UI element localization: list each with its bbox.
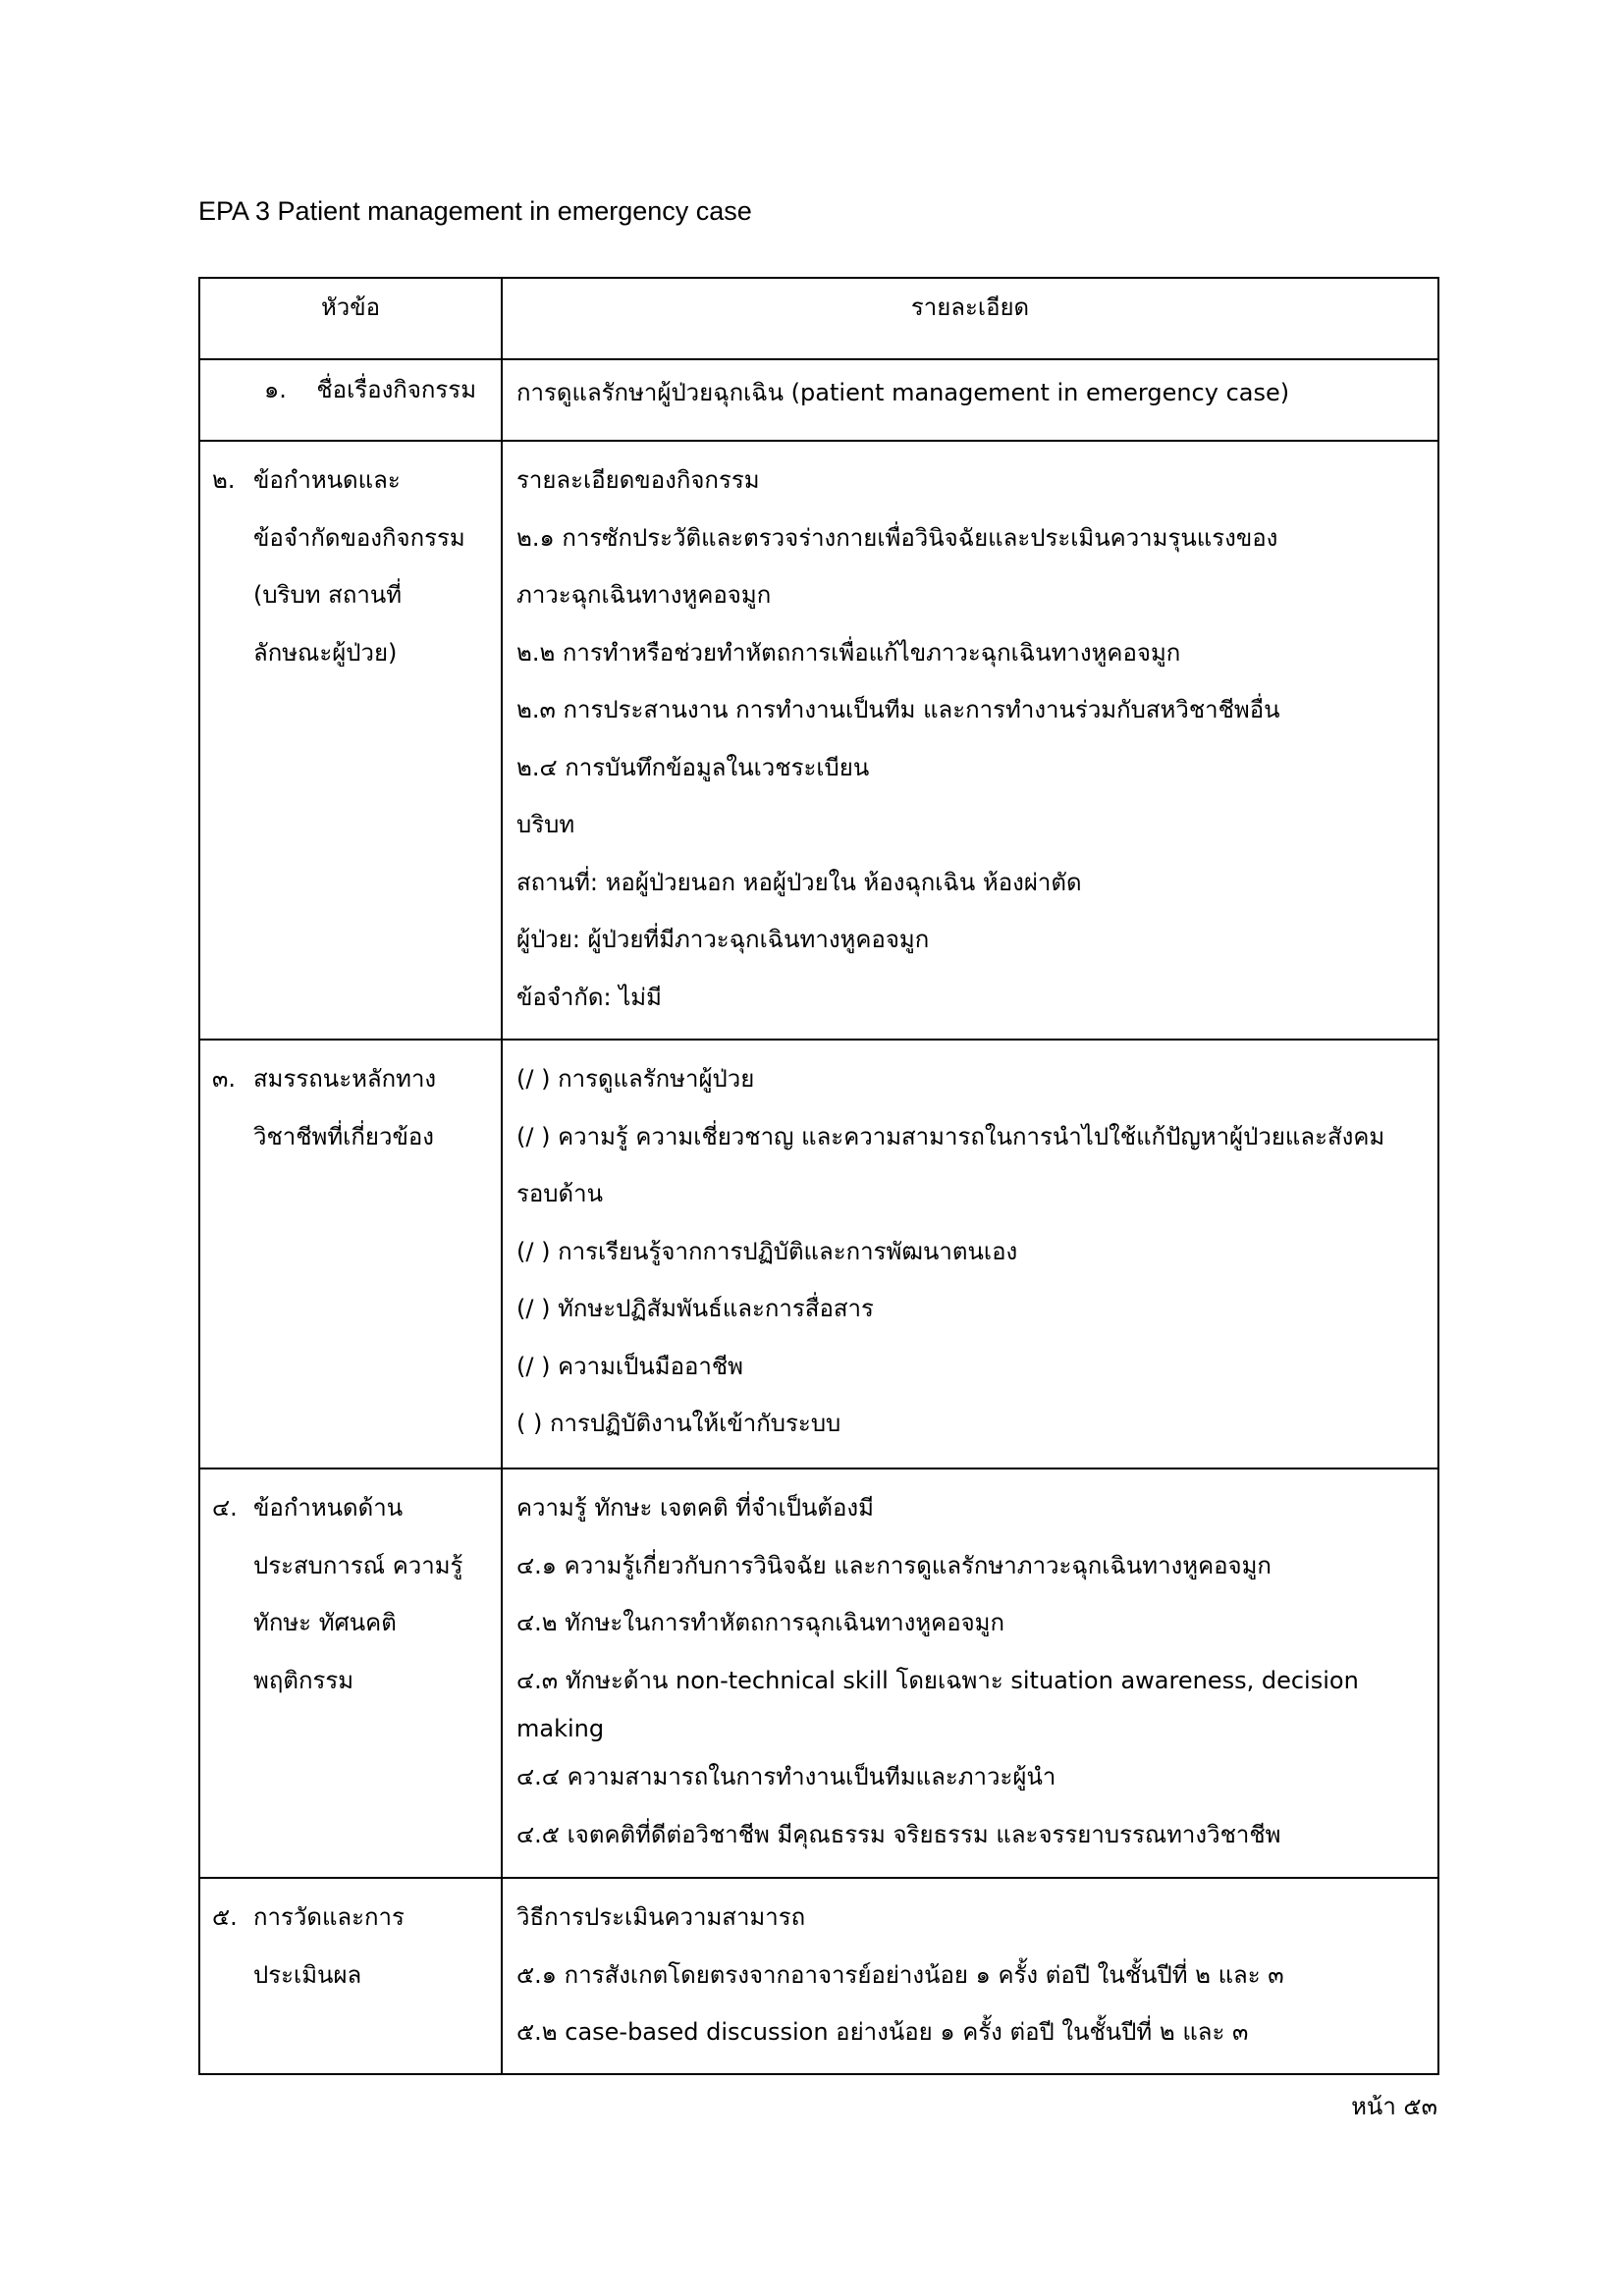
row-topic-line: ข้อกำหนดและ (253, 466, 401, 494)
document-title: EPA 3 Patient management in emergency case (198, 196, 752, 226)
detail-line: การดูแลรักษาผู้ป่วยฉุกเฉิน (patient management in emergency case) (516, 379, 1290, 406)
detail-line: สถานที่: หอผู้ป่วยนอก หอผู้ป่วยใน ห้องฉุกเฉิน ห้องผ่าตัด (516, 868, 1082, 896)
detail-line: ๒.๓ การประสานงาน การทำงานเป็นทีม และการทำงานร่วมกับสหวิชาชีพอื่น (516, 696, 1280, 723)
row-number: ๕. (212, 1903, 238, 1931)
table-row (199, 441, 1438, 1040)
header-topic: หัวข้อ (199, 278, 502, 359)
row-detail (502, 1878, 1438, 2074)
detail-line: (/ ) ทักษะปฏิสัมพันธ์และการสื่อสาร (516, 1295, 874, 1322)
detail-line: ๔.๑ ความรู้เกี่ยวกับการวินิจฉัย และการดูแลรักษาภาวะฉุกเฉินทางหูคอจมูก (516, 1551, 1272, 1579)
row-topic-line: วิชาชีพที่เกี่ยวข้อง (253, 1122, 434, 1150)
table-row (199, 1040, 1438, 1468)
row-topic-line: ทักษะ ทัศนคติ (253, 1609, 397, 1636)
row-number: ๑. (263, 376, 287, 403)
row-topic (199, 1878, 502, 2074)
detail-line: ข้อจำกัด: ไม่มี (516, 983, 662, 1011)
detail-line: (/ ) การเรียนรู้จากการปฏิบัติและการพัฒนาตนเอง (516, 1237, 1018, 1265)
detail-line: making (516, 1715, 605, 1742)
detail-line: ( ) การปฏิบัติงานให้เข้ากับระบบ (516, 1410, 841, 1437)
row-number: ๔. (212, 1494, 238, 1522)
row-topic-line: ข้อกำหนดด้าน (253, 1494, 404, 1522)
detail-line: ความรู้ ทักษะ เจตคติ ที่จำเป็นต้องมี (516, 1494, 874, 1522)
row-topic-line: ชื่อเรื่องกิจกรรม (316, 376, 477, 403)
detail-line: ๒.๔ การบันทึกข้อมูลในเวชระเบียน (516, 753, 870, 781)
detail-line: ๔.๓ ทักษะด้าน non-technical skill โดยเฉพาะ situation awareness, decision (516, 1666, 1359, 1694)
row-topic-line: (บริบท สถานที่ (253, 581, 403, 609)
detail-line: ๕.๑ การสังเกตโดยตรงจากอาจารย์อย่างน้อย ๑ ครั้ง ต่อปี ในชั้นปีที่ ๒ และ ๓ (516, 1960, 1284, 1989)
epa-table (198, 277, 1439, 2075)
detail-line: ๒.๑ การซักประวัติและตรวจร่างกายเพื่อวินิจฉัยและประเมินความรุนแรงของ (516, 523, 1278, 552)
header-detail: รายละเอียด (502, 278, 1438, 359)
row-topic-line: สมรรถนะหลักทาง (253, 1065, 437, 1093)
detail-line: ๕.๒ case-based discussion อย่างน้อย ๑ ครั้ง ต่อปี ในชั้นปีที่ ๒ และ ๓ (516, 2018, 1249, 2046)
detail-line: (/ ) ความรู้ ความเชี่ยวชาญ และความสามารถในการนำไปใช้แก้ปัญหาผู้ป่วยและสังคม (516, 1122, 1385, 1150)
row-topic-line: ลักษณะผู้ป่วย) (253, 638, 398, 667)
row-detail (502, 359, 1438, 441)
row-topic (199, 441, 502, 1040)
detail-line: ๔.๒ ทักษะในการทำหัตถการฉุกเฉินทางหูคอจมูก (516, 1609, 1005, 1636)
row-topic-line: ข้อจำกัดของกิจกรรม (253, 523, 465, 552)
table-row (199, 1878, 1438, 2074)
detail-line: บริบท (516, 811, 575, 838)
row-number: ๒. (212, 466, 236, 494)
row-topic-line: พฤติกรรม (253, 1666, 354, 1694)
detail-line: รอบด้าน (516, 1180, 604, 1207)
row-topic-line: การวัดและการ (253, 1903, 405, 1931)
detail-line: (/ ) ความเป็นมืออาชีพ (516, 1352, 743, 1380)
row-detail (502, 1468, 1438, 1878)
detail-line: ๔.๔ ความสามารถในการทำงานเป็นทีมและภาวะผู้นำ (516, 1763, 1056, 1790)
row-topic-line: ประสบการณ์ ความรู้ (253, 1551, 463, 1579)
table-header-row (199, 278, 1438, 359)
row-topic (199, 1040, 502, 1468)
row-detail (502, 441, 1438, 1040)
detail-line: วิธีการประเมินความสามารถ (516, 1903, 806, 1931)
row-topic (199, 359, 502, 441)
detail-line: ๔.๕ เจตคติที่ดีต่อวิชาชีพ มีคุณธรรม จริยธรรม และจรรยาบรรณทางวิชาชีพ (516, 1820, 1281, 1848)
detail-line: ภาวะฉุกเฉินทางหูคอจมูก (516, 581, 772, 609)
table-row (199, 1468, 1438, 1878)
row-topic-line: ประเมินผล (253, 1960, 362, 1989)
row-topic (199, 1468, 502, 1878)
table-row (199, 359, 1438, 441)
detail-line: ผู้ป่วย: ผู้ป่วยที่มีภาวะฉุกเฉินทางหูคอจมูก (516, 926, 930, 953)
page-number: หน้า ๕๓ (1351, 2093, 1437, 2120)
row-detail (502, 1040, 1438, 1468)
detail-line: (/ ) การดูแลรักษาผู้ป่วย (516, 1065, 755, 1093)
detail-line: ๒.๒ การทำหรือช่วยทำหัตถการเพื่อแก้ไขภาวะฉุกเฉินทางหูคอจมูก (516, 638, 1181, 667)
detail-line: รายละเอียดของกิจกรรม (516, 466, 760, 494)
row-number: ๓. (212, 1065, 237, 1093)
